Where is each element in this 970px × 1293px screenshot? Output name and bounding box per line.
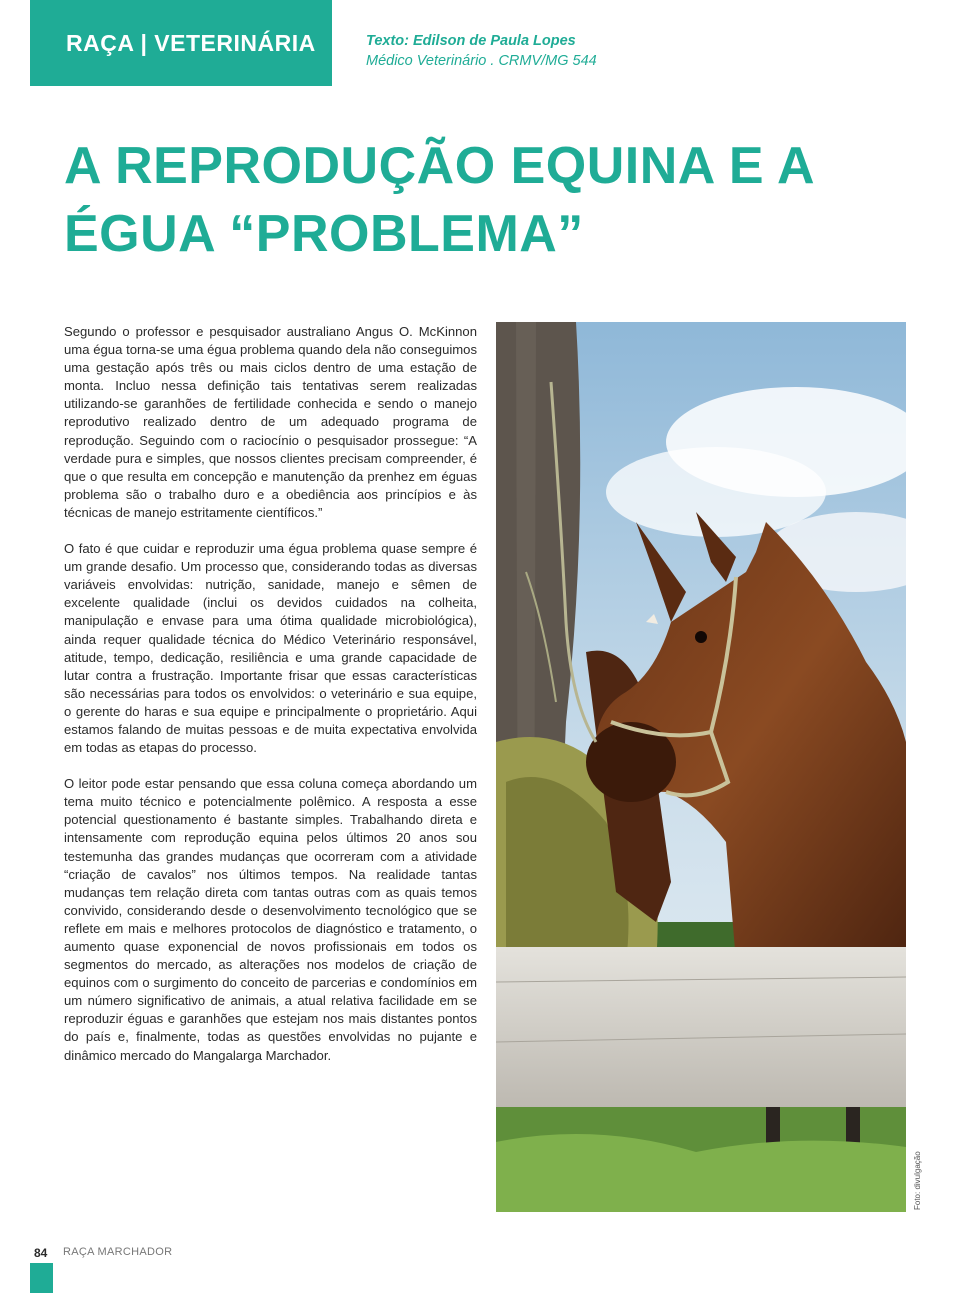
paragraph-2: O fato é que cuidar e reproduzir uma égua problema quase sempre é um grande desafio. Um processo que, considerando todas as diversas variáveis envolvidas: nutrição, sanidade, manejo e sêmen de excelente qualidade (inclui os devidos cuidados na colheita, manipulação e envase para uma ótima qualidade microbiológica), ainda requer qualidade técnica do Médico Veterinário responsável, atitude, tempo, dedicação, resiliência e uma grande capacidade de lutar contra a frustração. Importante frisar que essas características são necessárias para todos os envolvidos: o veterinário e sua equipe, o gerente do haras e sua equipe e principalmente o proprietário. Aqui estamos falando de muitas pessoas e de muita expectativa envolvida em todas as etapas do processo. (64, 541, 477, 756)
horse-photo (496, 322, 906, 1212)
article-body (64, 323, 477, 1083)
title-line-1: A REPRODUÇÃO EQUINA E A (64, 137, 816, 195)
byline (366, 31, 597, 71)
author-line: Texto: Edilson de Paula Lopes (366, 33, 576, 49)
title-line-2: ÉGUA “PROBLEMA” (64, 205, 584, 263)
section-tag: RAÇA | VETERINÁRIA (30, 0, 332, 86)
page-number: 84 (34, 1246, 48, 1260)
credential-line: Médico Veterinário . CRMV/MG 544 (366, 53, 597, 69)
paragraph-1: Segundo o professor e pesquisador australiano Angus O. McKinnon uma égua torna-se uma égua problema quando dela não conseguimos uma gestação após três ou mais ciclos dentro de uma estação de monta. Incluo nessa definição tais tentativas serem realizadas utilizando-se garanhões de fertilidade conhecida e sendo o manejo reprodutivo realizado dentro de um adequado programa de reprodução. Seguindo com o raciocínio o pesquisador prossegue: “A verdade pura e simples, que nossos clientes precisam compreender, é que o que resulta em concepção e manutenção da prenhez em éguas problema são o trabalho duro e a obediência aos princípios e às técnicas de manejo estritamente científicos.” (64, 324, 477, 520)
footer-accent-bar (30, 1263, 53, 1293)
publication-name: RAÇA MARCHADOR (63, 1246, 173, 1258)
paragraph-3: O leitor pode estar pensando que essa coluna começa abordando um tema muito técnico e potencialmente polêmico. A resposta a esse potencial questionamento é bastante simples. Trabalhando direta e intensamente com reprodução equina pelos últimos 20 anos sou testemunha das grandes mudanças que ocorreram com a atividade “criação de cavalos” nos últimos tempos. Na realidade tantas mudanças tem relação direta com tantas outras com as quais temos convivido, considerando desde o desenvolvimento tecnológico que se reflete em mais e melhores protocolos de diagnóstico e tratamento, o aumento quase exponencial de novos profissionais em todos os segmentos do mercado, as alterações nos modelos de criação de equinos com o surgimento do conceito de parcerias e condomínios em um número significativo de animais, a atual relativa facilidade em se reproduzir éguas e garanhões que estejam nos mais distantes pontos do país e, finalmente, todas as questões envolvidas no pujante e dinâmico mercado do Mangalarga Marchador. (64, 776, 477, 1063)
article-title (64, 132, 924, 268)
photo-credit: Foto: divulgação (913, 1151, 922, 1210)
